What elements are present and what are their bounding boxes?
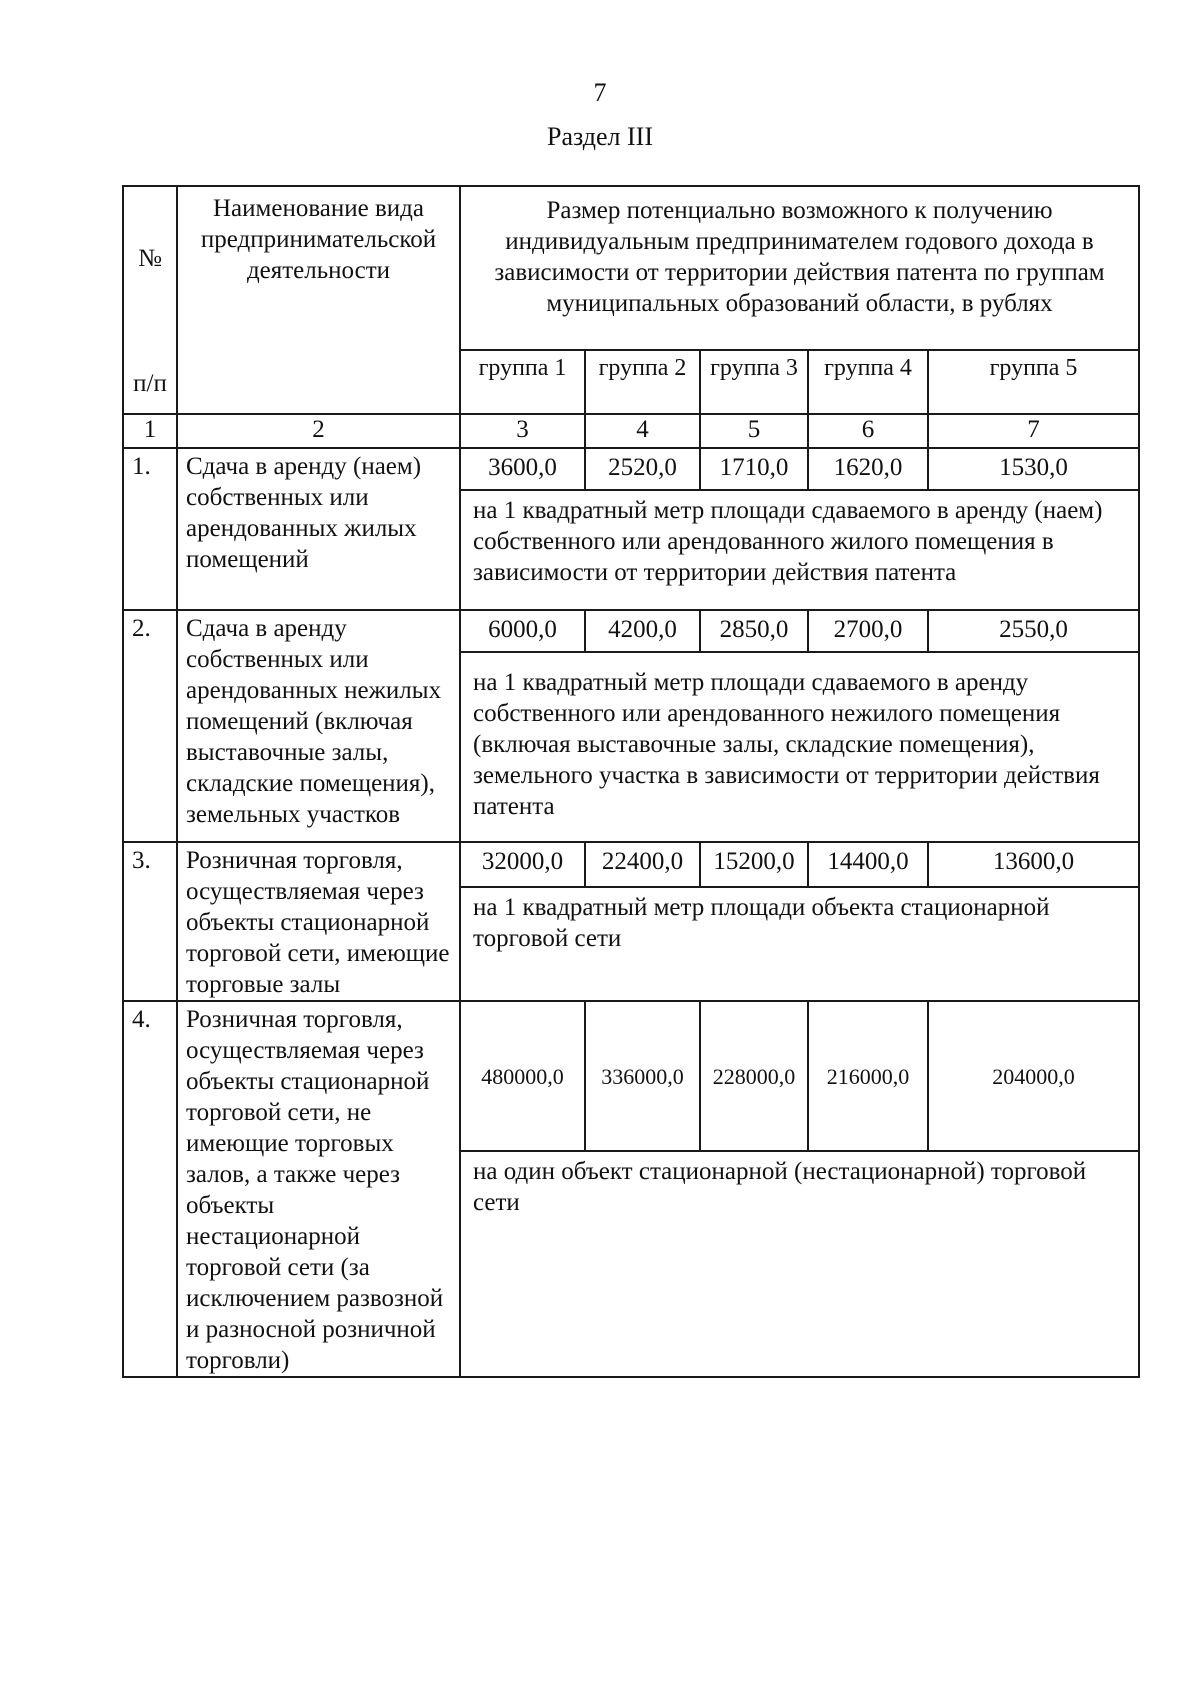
- income-value: 3600,0: [460, 448, 585, 490]
- row-number: 2.: [123, 610, 177, 842]
- activity-name: Сдача в аренду (наем) собственных или арендованных жилых помещений: [177, 448, 460, 610]
- income-value: 204000,0: [928, 1001, 1139, 1151]
- unit-note: на 1 квадратный метр площади объекта стационарной торговой сети: [460, 887, 1139, 1001]
- section-title: Раздел III: [546, 122, 654, 151]
- income-value: 1530,0: [928, 448, 1139, 490]
- income-value: 216000,0: [808, 1001, 928, 1151]
- group-header: группа 2: [585, 350, 700, 414]
- activity-name: Розничная торговля, осуществляемая через объекты стационарной торговой сети, имеющие торговые залы: [177, 842, 460, 1001]
- table-row: [123, 610, 1139, 652]
- group-header: группа 3: [700, 350, 808, 414]
- column-number: 2: [177, 414, 460, 448]
- header-number-pp: п/п: [133, 370, 167, 397]
- table-row: [123, 448, 1139, 490]
- column-number: 3: [460, 414, 585, 448]
- unit-note: на один объект стационарной (нестационарной) торговой сети: [460, 1151, 1139, 1377]
- column-numbers-row: [123, 414, 1139, 448]
- income-value: 13600,0: [928, 842, 1139, 887]
- income-value: 2520,0: [585, 448, 700, 490]
- header-row: [123, 186, 1139, 350]
- group-header: группа 1: [460, 350, 585, 414]
- activity-name: Розничная торговля, осуществляемая через объекты стационарной торговой сети, не имеющие торговых залов, а также через объекты нестационарной торговой сети (за исключением развозной и разносной розничной торговли): [177, 1001, 460, 1377]
- column-number: 7: [928, 414, 1139, 448]
- row-number: 4.: [123, 1001, 177, 1377]
- column-number: 5: [700, 414, 808, 448]
- income-value: 336000,0: [585, 1001, 700, 1151]
- income-value: 228000,0: [700, 1001, 808, 1151]
- activity-name: Сдача в аренду собственных или арендованных нежилых помещений (включая выставочные залы, складские помещения), земельных участков: [177, 610, 460, 842]
- column-number: 4: [585, 414, 700, 448]
- header-income-size: Размер потенциально возможного к получению индивидуальным предпринимателем годового дохода в зависимости от территории действия патента по группам муниципальных образований области, в рублях: [460, 186, 1139, 350]
- income-value: 2850,0: [700, 610, 808, 652]
- header-number-sign: №: [138, 245, 162, 272]
- income-value: 2550,0: [928, 610, 1139, 652]
- row-number: 1.: [123, 448, 177, 610]
- income-value: 6000,0: [460, 610, 585, 652]
- income-table: [122, 185, 1140, 1378]
- row-number: 3.: [123, 842, 177, 1001]
- income-value: 480000,0: [460, 1001, 585, 1151]
- income-value: 4200,0: [585, 610, 700, 652]
- unit-note: на 1 квадратный метр площади сдаваемого в аренду собственного или арендованного нежилого помещения (включая выставочные залы, складские помещения), земельного участка в зависимости от территории действия патента: [460, 652, 1139, 842]
- page-number: 7: [593, 78, 607, 107]
- income-value: 1620,0: [808, 448, 928, 490]
- income-value: 1710,0: [700, 448, 808, 490]
- group-header: группа 5: [928, 350, 1139, 414]
- column-number: 1: [123, 414, 177, 448]
- income-value: 2700,0: [808, 610, 928, 652]
- income-value: 14400,0: [808, 842, 928, 887]
- income-value: 22400,0: [585, 842, 700, 887]
- group-header: группа 4: [808, 350, 928, 414]
- table-row: [123, 1001, 1139, 1151]
- unit-note: на 1 квадратный метр площади сдаваемого в аренду (наем) собственного или арендованного жилого помещения в зависимости от территории действия патента: [460, 490, 1139, 610]
- table-row: [123, 842, 1139, 887]
- header-activity-name: Наименование вида предпринимательской деятельности: [177, 186, 460, 414]
- header-number-cell: [123, 186, 177, 414]
- income-value: 32000,0: [460, 842, 585, 887]
- column-number: 6: [808, 414, 928, 448]
- income-value: 15200,0: [700, 842, 808, 887]
